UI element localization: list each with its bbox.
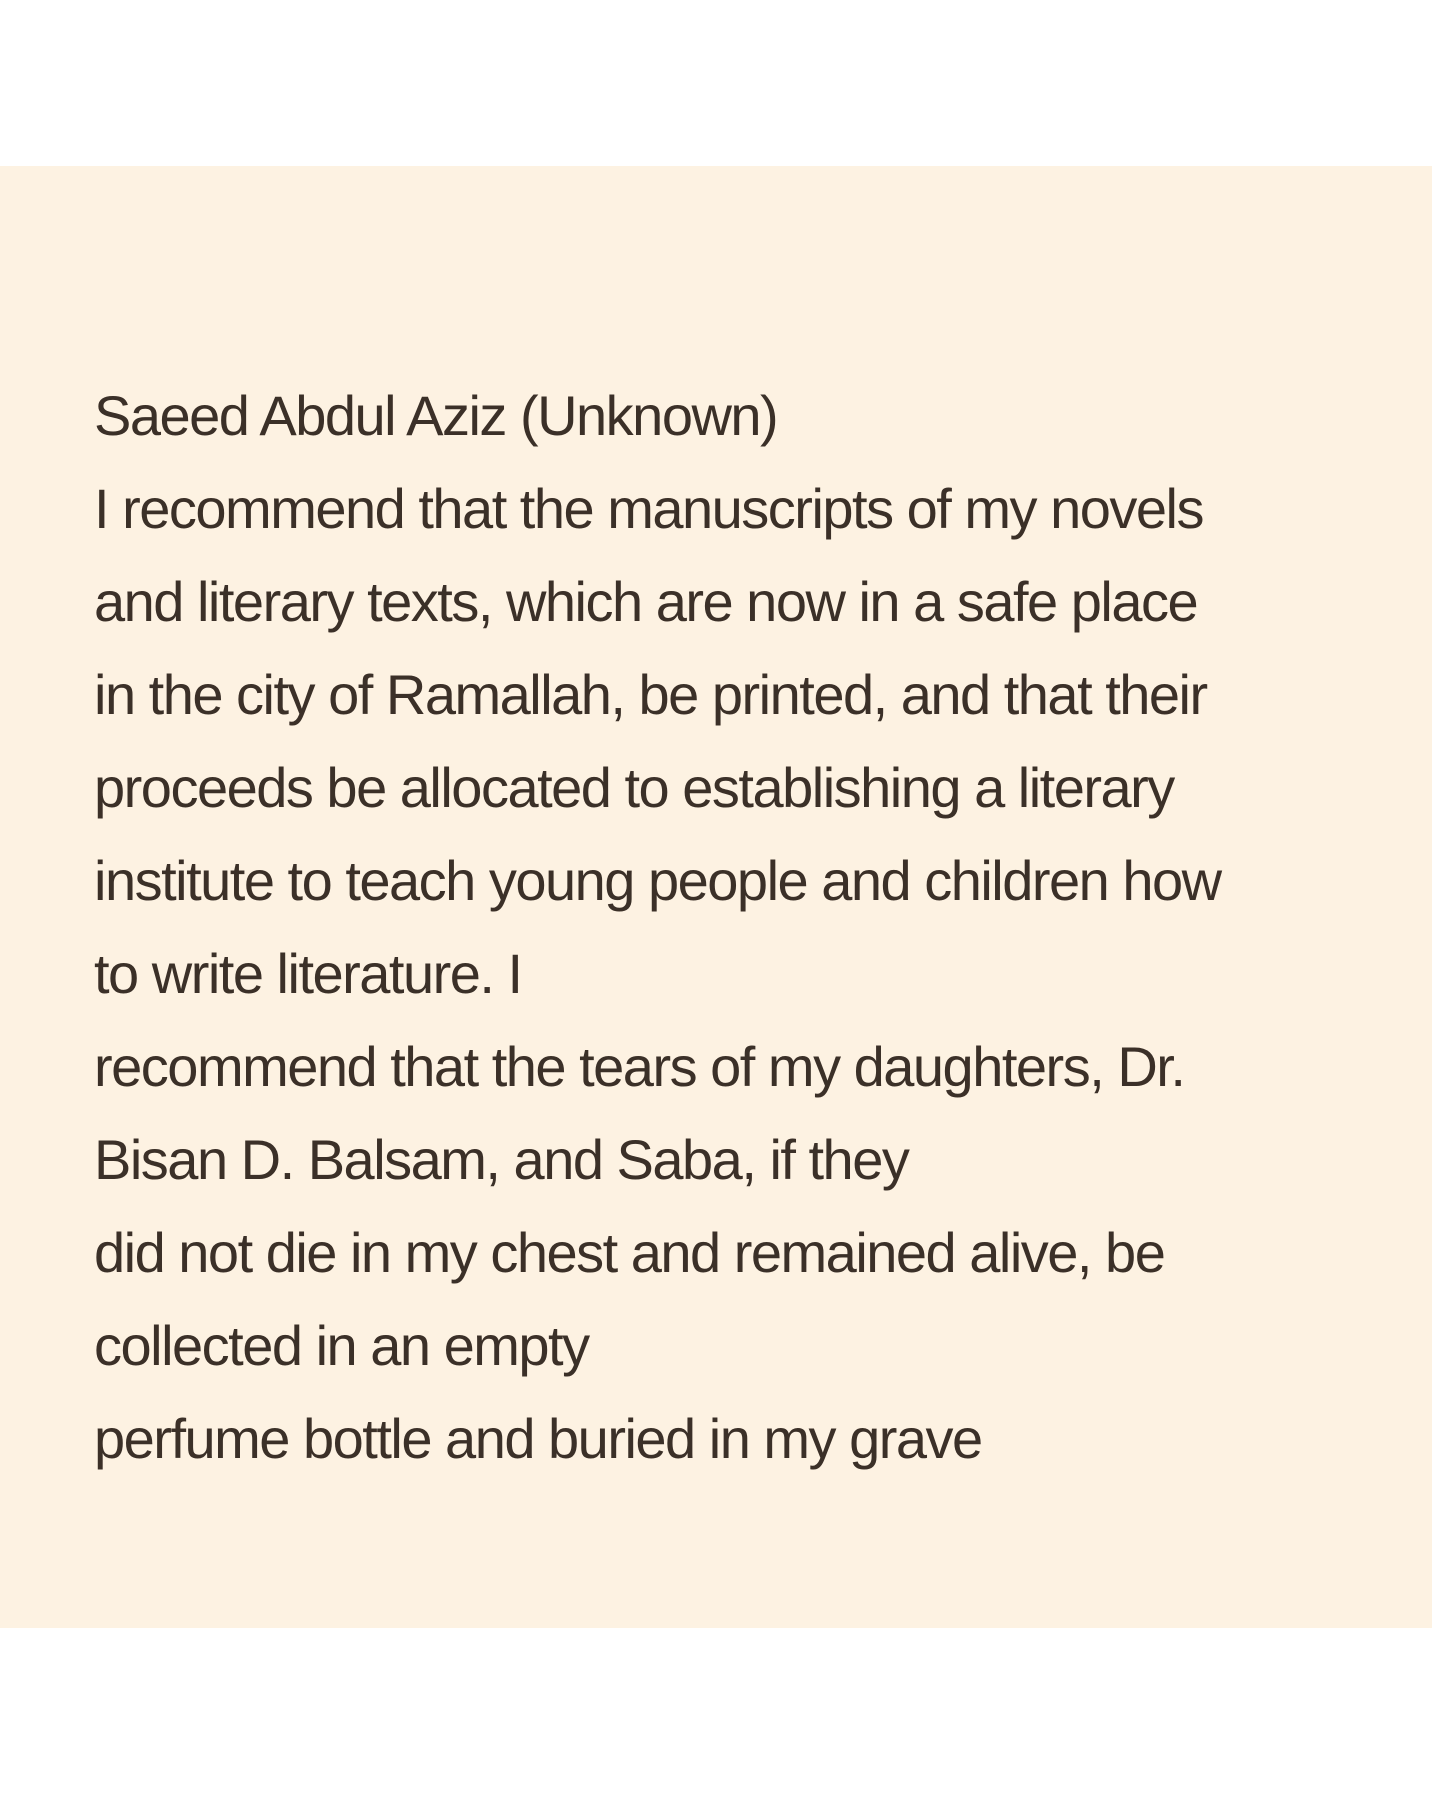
text-line-2: I recommend that the manuscripts of my novels xyxy=(94,477,1203,540)
text-line-6: institute to teach young people and children how xyxy=(94,849,1221,912)
text-line-9: Bisan D. Balsam, and Saba, if they xyxy=(94,1128,909,1191)
quote-text-block xyxy=(94,369,1392,1485)
text-line-5: proceeds be allocated to establishing a literary xyxy=(94,756,1174,819)
quote-card xyxy=(0,166,1432,1628)
text-line-11: collected in an empty xyxy=(94,1314,589,1377)
author-line: Saeed Abdul Aziz (Unknown) xyxy=(94,384,778,447)
text-line-10: did not die in my chest and remained alive, be xyxy=(94,1221,1165,1284)
text-line-7: to write literature. I xyxy=(94,942,522,1005)
text-line-8: recommend that the tears of my daughters, Dr. xyxy=(94,1035,1185,1098)
text-line-3: and literary texts, which are now in a safe place xyxy=(94,570,1198,633)
text-line-4: in the city of Ramallah, be printed, and that their xyxy=(94,663,1207,726)
text-line-12: perfume bottle and buried in my grave xyxy=(94,1407,982,1470)
